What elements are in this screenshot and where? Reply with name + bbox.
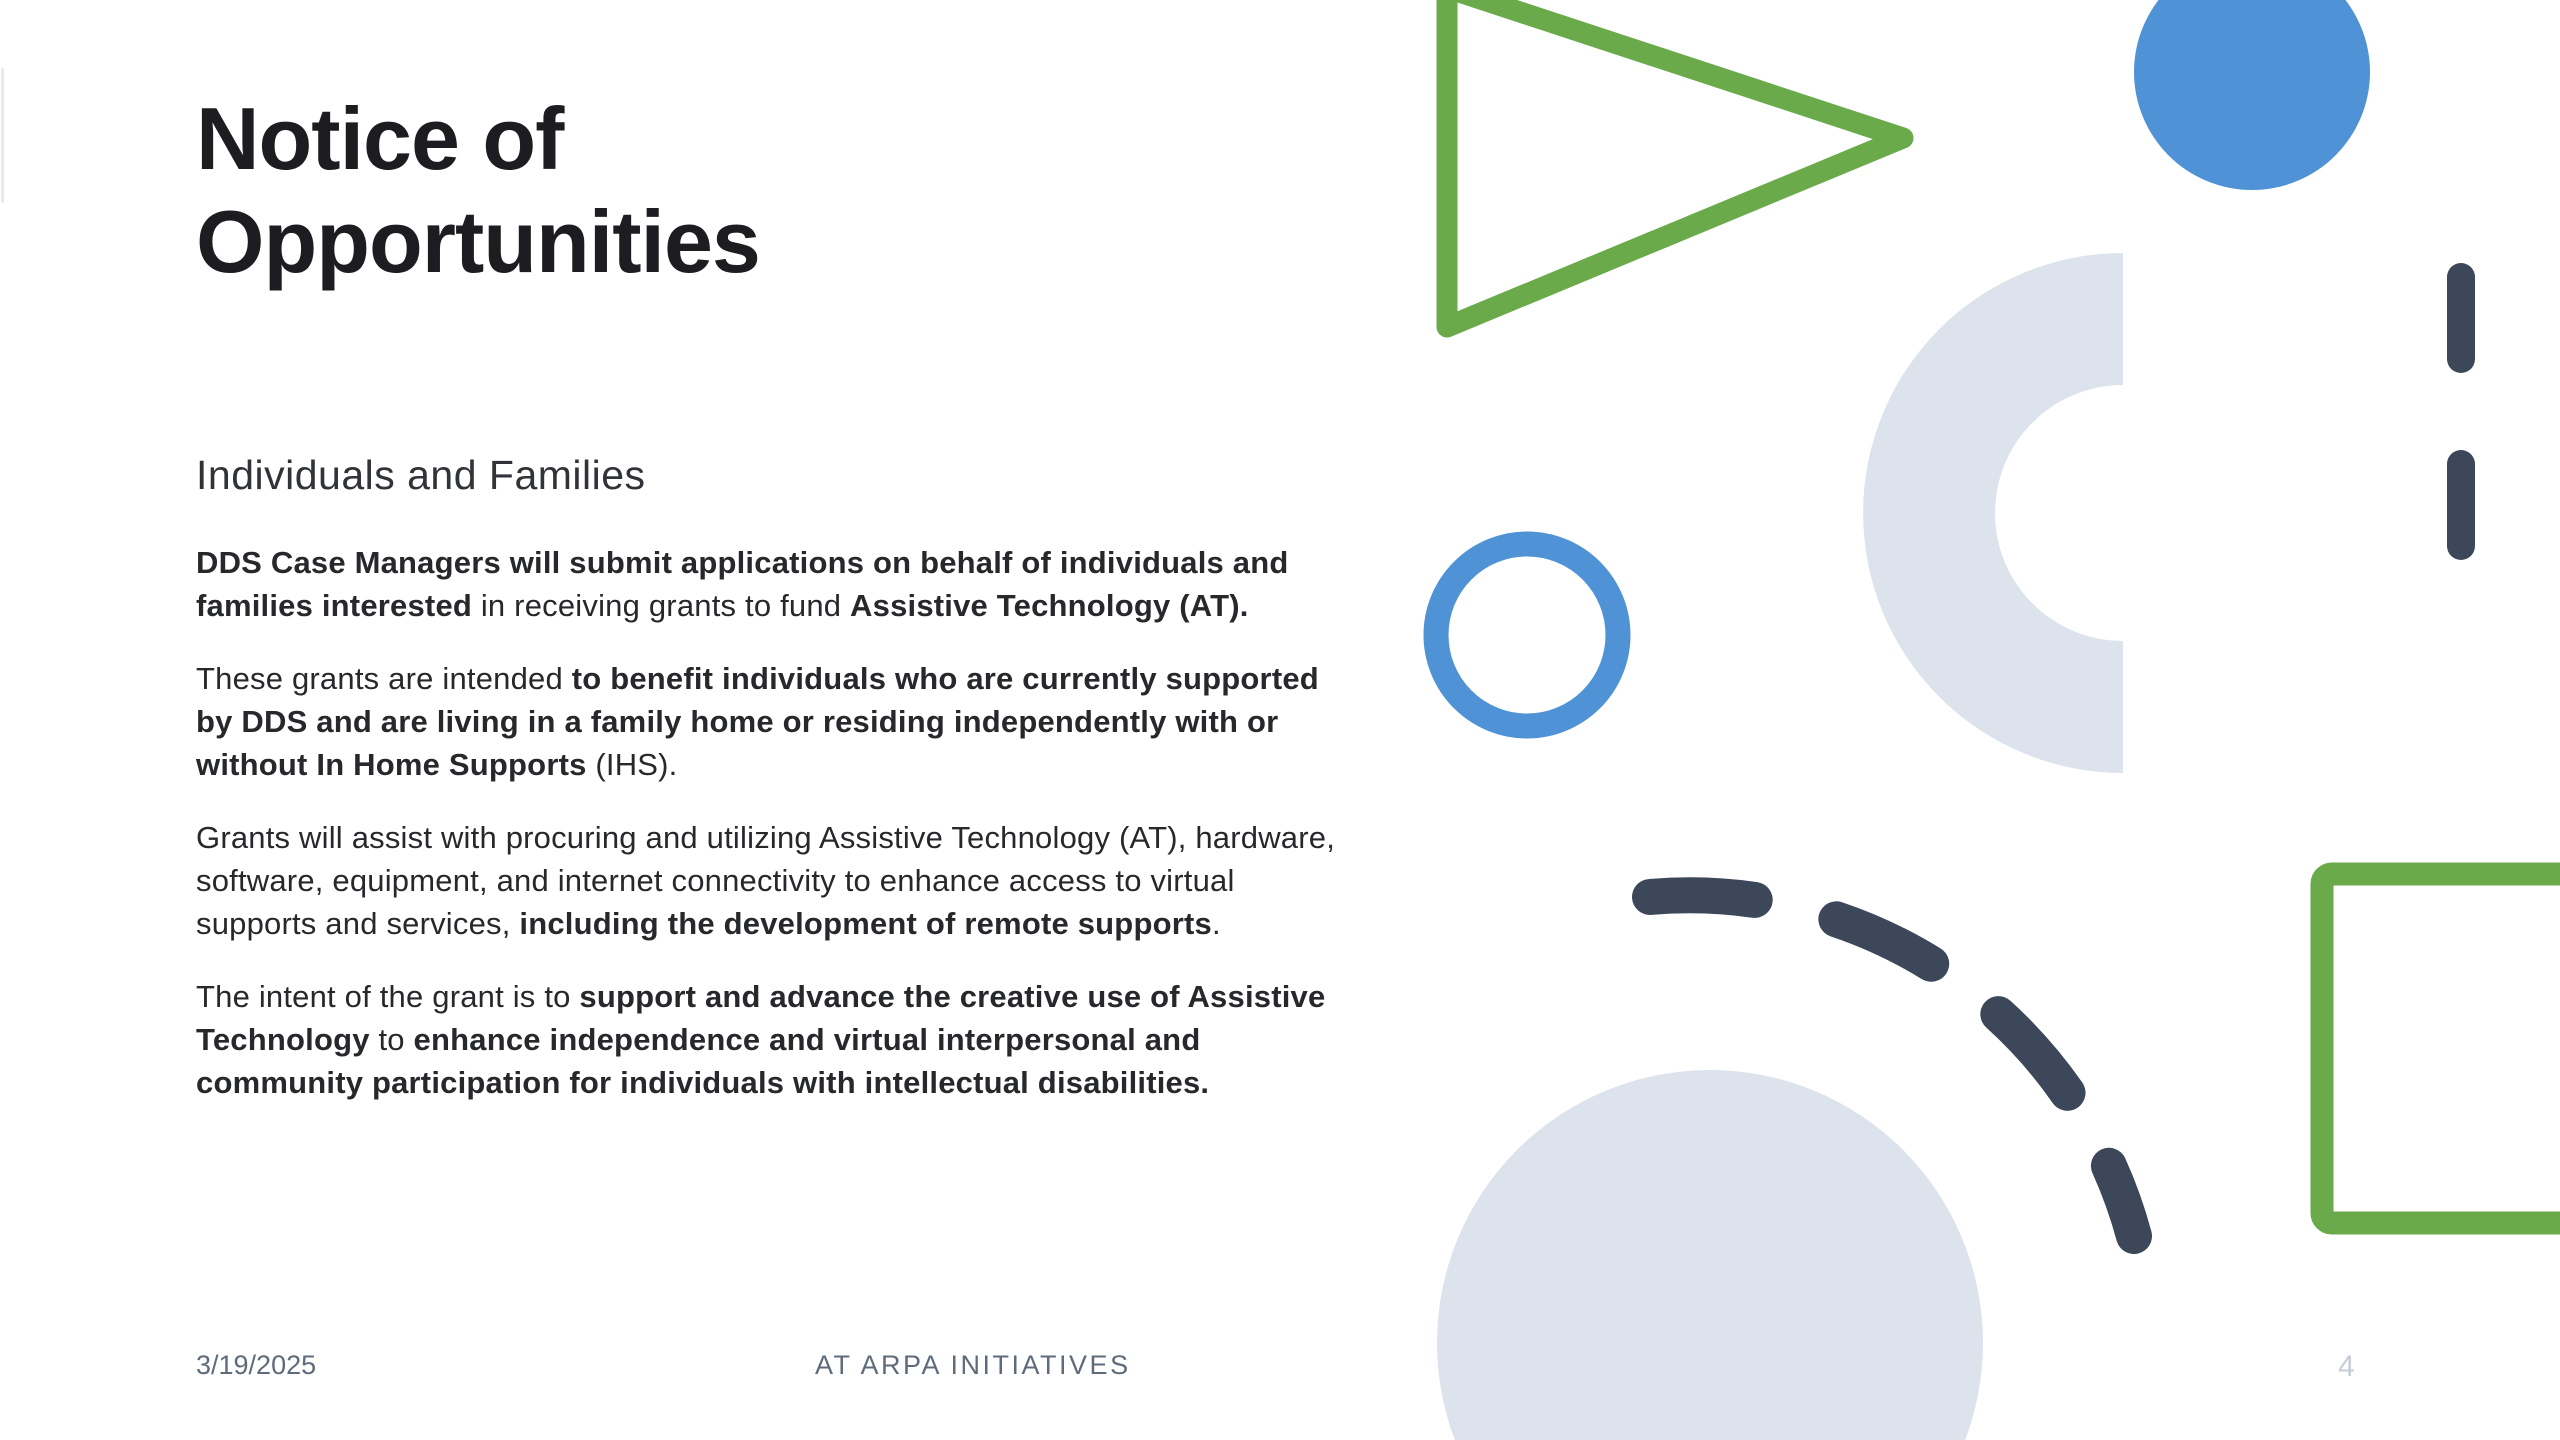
paragraph-1: DDS Case Managers will submit applications on behalf of individuals and families interested in receiving grants to fund Assistive Technology (AT). <box>196 545 1289 623</box>
paragraph-3: Grants will assist with procuring and utilizing Assistive Technology (AT), hardware, software, equipment, and internet connectivity to enhance access to virtual supports and services, including the development of remote supports. <box>196 820 1336 941</box>
triangle-outline-shape <box>1447 0 1903 327</box>
blue-circle-shape <box>2134 0 2370 190</box>
vertical-dash-top-shape <box>2447 263 2475 373</box>
green-square-outline-shape <box>2322 874 2560 1223</box>
paragraph-4: The intent of the grant is to support and advance the creative use of Assistive Technology to enhance independence and virtual interpersonal and community participation for individuals with intellectual disabilities. <box>196 979 1326 1100</box>
body-text-block <box>196 452 1336 1134</box>
blue-ring-shape <box>1436 544 1618 726</box>
footer-date: 3/19/2025 <box>196 1350 317 1380</box>
vertical-dash-bottom-shape <box>2447 450 2475 560</box>
paragraph-2: These grants are intended to benefit individuals who are currently supported by DDS and are living in a family home or residing independently with or without In Home Supports (IHS). <box>196 661 1319 782</box>
section-heading: Individuals and Families <box>196 452 646 498</box>
slide-footer <box>0 1350 2560 1390</box>
half-ring-shape <box>1863 253 2123 773</box>
page-number: 4 <box>2338 1350 2355 1383</box>
slide-title: Notice of Opportunities <box>196 89 760 291</box>
left-edge-sliver-shape <box>1 68 4 203</box>
footer-title: AT ARPA INITIATIVES <box>815 1350 1131 1380</box>
